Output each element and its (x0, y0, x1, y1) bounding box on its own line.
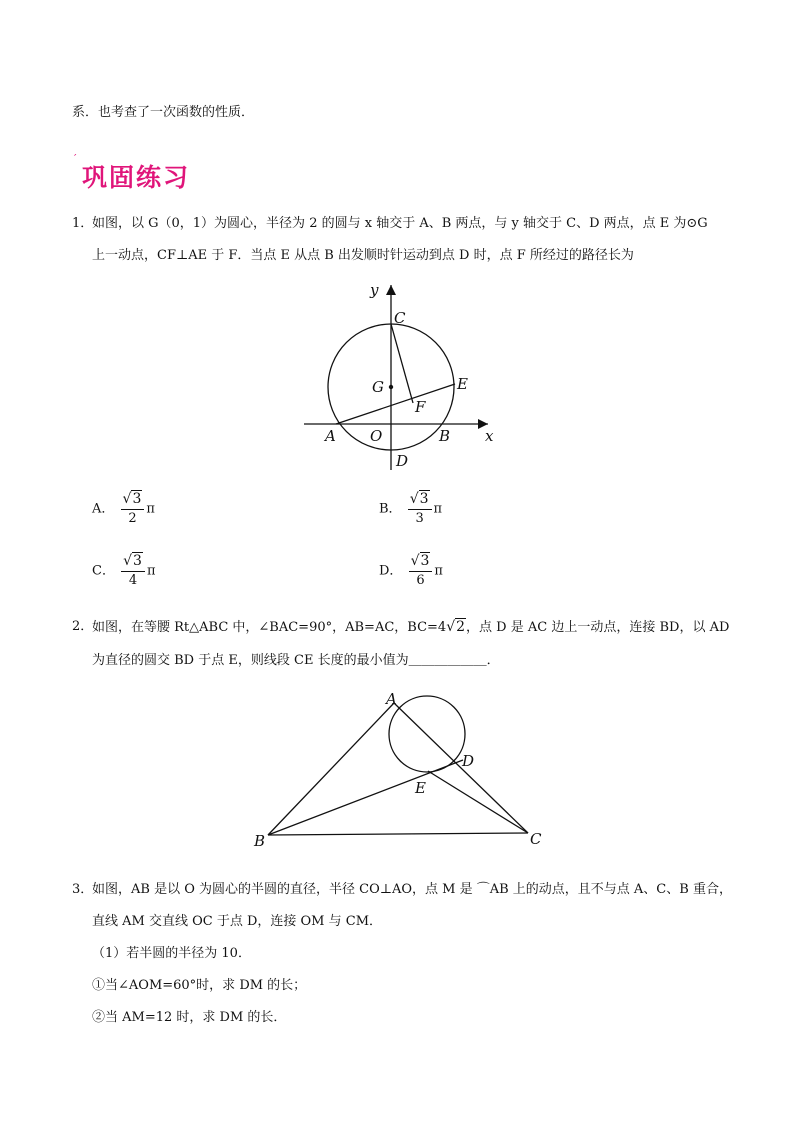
segment-ac (394, 703, 528, 833)
label-b: B (439, 427, 451, 445)
label-e: E (457, 375, 468, 393)
label-o: O (370, 427, 383, 445)
q2-sqrt: √2 (446, 619, 466, 635)
label-y: y (370, 281, 379, 299)
q3-sub1a: ①当∠AOM=60°时，求 DM 的长； (92, 978, 307, 993)
option-d-pi: π (434, 563, 443, 579)
option-c-den: 4 (128, 573, 138, 588)
y-axis-arrow (386, 285, 396, 295)
center-g-dot (389, 385, 393, 389)
section-title: 巩固练习 (82, 163, 191, 192)
segment-ab (268, 703, 394, 835)
circle-ad (389, 696, 465, 772)
segment-ae (336, 384, 455, 424)
label-c: C (394, 309, 406, 327)
option-d-fraction: $\frac{√3}{6}$ (409, 552, 433, 590)
option-b-num: 3 (419, 491, 429, 507)
q2-figure (245, 684, 555, 854)
option-d-den: 6 (416, 573, 425, 588)
q2-sqrt-value: 2 (456, 619, 466, 635)
q2-line1-b: ，点 D 是 AC 边上一动点，连接 BD，以 AD (466, 620, 730, 635)
label-x: x (485, 427, 494, 445)
q2-line2: 为直径的圆交 BD 于点 E，则线段 CE 长度的最小值为＿＿＿＿＿＿． (92, 653, 500, 668)
option-a-den: 2 (128, 511, 137, 526)
label-a: A (325, 427, 336, 445)
label-b2: B (254, 832, 266, 850)
segment-cf (391, 324, 413, 403)
option-b-fraction: $\frac{√3}{3}$ (408, 490, 432, 528)
continuation-text: 系．也考查了一次函数的性质． (72, 105, 255, 120)
option-a-pi: π (146, 501, 155, 517)
q1-line2: 上一动点，CF⊥AE 于 F．当点 E 从点 B 出发顺时针运动到点 D 时，点 F 所经过的路径长为 (92, 248, 634, 263)
option-d[interactable] (379, 552, 443, 590)
q2-number: 2． (72, 619, 94, 634)
heading-mark: ′ (74, 152, 77, 165)
label-a2: A (386, 690, 397, 708)
label-c2: C (530, 830, 542, 848)
option-c-letter: C． (92, 563, 115, 579)
label-f: F (415, 398, 426, 416)
option-b[interactable] (379, 490, 442, 528)
segment-ce (428, 771, 528, 833)
option-c[interactable] (92, 552, 155, 590)
option-a-num: 3 (132, 491, 142, 507)
q1-number: 1． (72, 216, 94, 231)
option-c-num: 3 (133, 553, 142, 569)
option-a-letter: A． (92, 501, 115, 517)
q3-number: 3． (72, 882, 94, 897)
q2-line1-a: 如图，在等腰 Rt△ABC 中，∠BAC=90°，AB=AC，BC=4 (92, 620, 447, 635)
option-c-pi: π (146, 563, 156, 579)
label-d: D (396, 452, 409, 470)
q3-sub1b: ②当 AM=12 时，求 DM 的长． (92, 1010, 287, 1025)
option-a[interactable] (92, 490, 155, 528)
q2-line1 (92, 617, 729, 638)
label-d2: D (462, 752, 475, 770)
q3-line2: 直线 AM 交直线 OC 于点 D，连接 OM 与 CM． (92, 914, 383, 929)
segment-bc (268, 833, 528, 835)
option-b-pi: π (433, 501, 443, 517)
q3-line1: 如图，AB 是以 O 为圆心的半圆的直径，半径 CO⊥AO，点 M 是 ⌒AB 上的动点，且不与点 A、C、B 重合， (92, 882, 732, 897)
q1-line1: 如图，以 G（0，1）为圆心，半径为 2 的圆与 x 轴交于 A、B 两点，与 y 轴交于 C、D 两点，点 E 为⊙G (92, 216, 708, 231)
option-a-fraction: $\frac{√3}{2}$ (121, 490, 145, 528)
option-b-letter: B． (379, 501, 402, 517)
q1-figure (296, 276, 506, 476)
label-e2: E (415, 779, 426, 797)
option-b-den: 3 (415, 511, 424, 526)
q3-sub1: （1）若半圆的半径为 10． (92, 946, 251, 961)
option-c-fraction: $\frac{√3}{4}$ (121, 552, 145, 590)
label-g: G (372, 378, 384, 396)
option-d-letter: D． (379, 563, 403, 579)
option-d-num: 3 (420, 553, 430, 569)
